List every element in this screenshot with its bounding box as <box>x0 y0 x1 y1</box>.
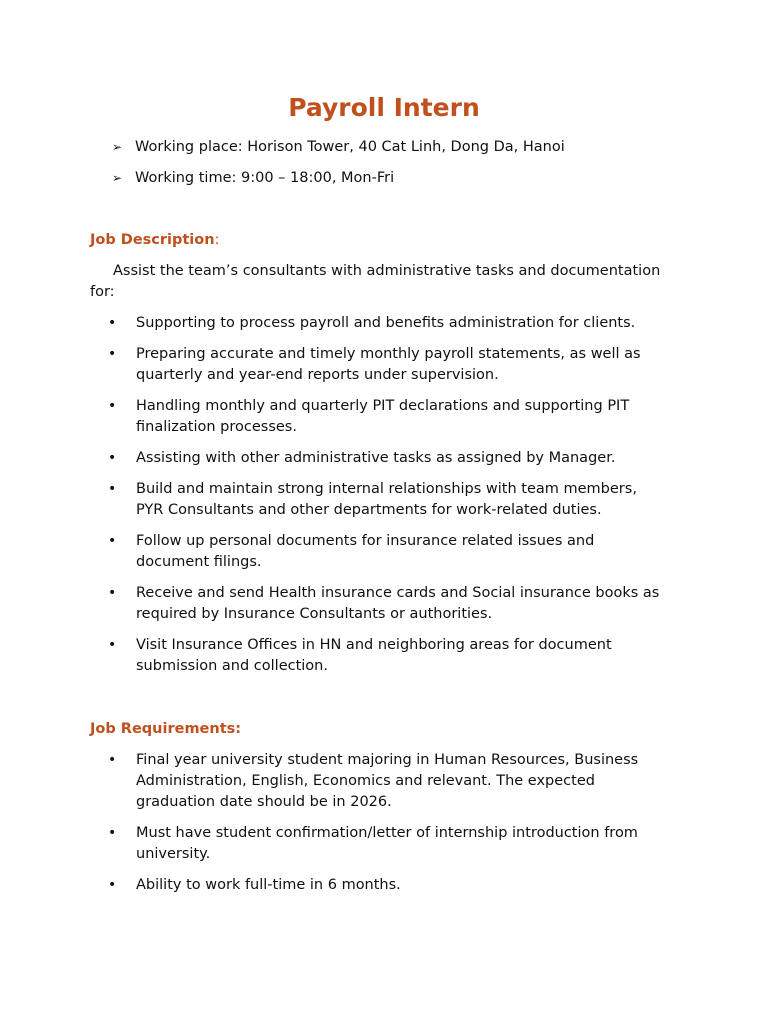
arrow-bullet-icon: ➢ <box>112 140 123 154</box>
bullet-icon: • <box>108 398 117 414</box>
list-item-text: Must have student confirmation/letter of internship introduction from university. <box>136 825 638 862</box>
list-item-text: Assisting with other administrative tasks as assigned by Manager. <box>136 450 616 466</box>
info-item-working-place <box>112 137 565 157</box>
list-item <box>108 344 668 386</box>
list-item <box>108 313 668 334</box>
job-description-heading-text: Job Description <box>90 232 215 248</box>
job-requirements-heading: Job Requirements: <box>90 721 242 737</box>
page-title: Payroll Intern <box>288 93 480 122</box>
list-item-text: Supporting to process payroll and benefits administration for clients. <box>136 315 636 331</box>
info-item-working-time <box>112 168 565 188</box>
list-item <box>108 448 668 469</box>
list-item-text: Build and maintain strong internal relationships with team members, PYR Consultants and other departments for work-related duties. <box>136 481 637 518</box>
bullet-icon: • <box>108 533 117 549</box>
job-description-list <box>108 313 668 687</box>
list-item <box>108 823 668 865</box>
list-item-text: Handling monthly and quarterly PIT declarations and supporting PIT finalization processes. <box>136 398 630 435</box>
job-description-heading-colon: : <box>214 232 220 248</box>
list-item-text: Receive and send Health insurance cards and Social insurance books as required by Insurance Consultants or authorities. <box>136 585 660 622</box>
list-item-text: Follow up personal documents for insurance related issues and document filings. <box>136 533 595 570</box>
bullet-icon: • <box>108 877 117 893</box>
list-item <box>108 750 668 813</box>
job-description-intro: Assist the team’s consultants with administrative tasks and documentation for: <box>90 263 661 300</box>
bullet-icon: • <box>108 481 117 497</box>
list-item-text: Ability to work full-time in 6 months. <box>136 877 401 893</box>
bullet-icon: • <box>108 585 117 601</box>
list-item <box>108 875 668 896</box>
bullet-icon: • <box>108 315 117 331</box>
list-item <box>108 583 668 625</box>
job-description-heading <box>90 230 219 250</box>
arrow-bullet-icon: ➢ <box>112 171 123 185</box>
list-item-text: Visit Insurance Offices in HN and neighboring areas for document submission and collection. <box>136 637 612 674</box>
info-item-text: Working place: Horison Tower, 40 Cat Linh, Dong Da, Hanoi <box>135 139 565 155</box>
job-requirements-list <box>108 750 668 906</box>
list-item <box>108 396 668 438</box>
list-item <box>108 635 668 677</box>
job-info-list <box>112 137 565 199</box>
bullet-icon: • <box>108 825 117 841</box>
list-item <box>108 479 668 521</box>
list-item <box>108 531 668 573</box>
list-item-text: Final year university student majoring in Human Resources, Business Administration, English, Economics and relevant. The expected graduation date should be in 2026. <box>136 752 639 810</box>
info-item-text: Working time: 9:00 – 18:00, Mon-Fri <box>135 170 395 186</box>
bullet-icon: • <box>108 752 117 768</box>
list-item-text: Preparing accurate and timely monthly payroll statements, as well as quarterly and year-end reports under supervision. <box>136 346 641 383</box>
bullet-icon: • <box>108 637 117 653</box>
bullet-icon: • <box>108 346 117 362</box>
bullet-icon: • <box>108 450 117 466</box>
